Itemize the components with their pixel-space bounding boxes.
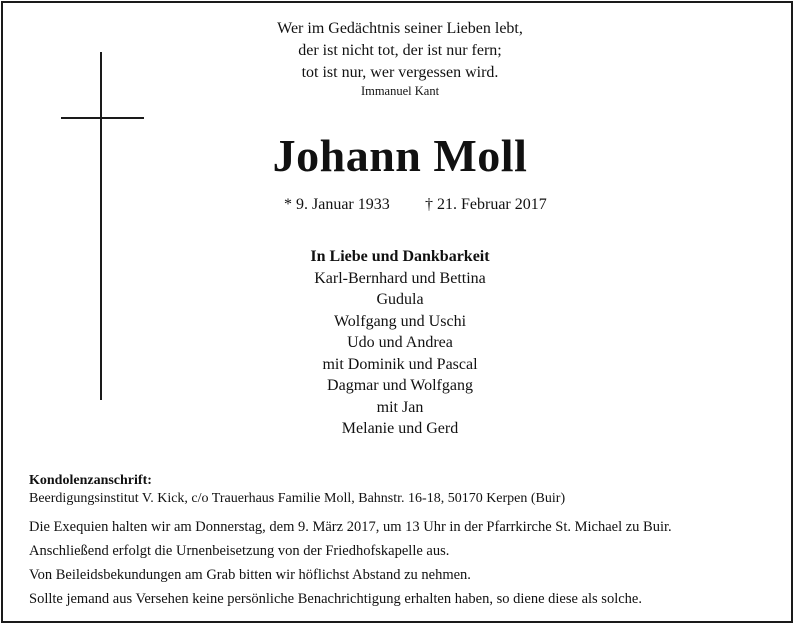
- mourner-name: mit Dominik und Pascal: [322, 355, 478, 373]
- mourners-heading: In Liebe und Dankbarkeit: [310, 248, 490, 265]
- note-line: Sollte jemand aus Versehen keine persönliche Benachrichtigung erhalten haben, so diene diese als solche.: [29, 591, 642, 607]
- mourners-block: [0, 246, 800, 440]
- note-line: Die Exequien halten wir am Donnerstag, dem 9. März 2017, um 13 Uhr in der Pfarrkirche St. Michael zu Buir.: [29, 519, 672, 535]
- mourner-name: Udo und Andrea: [347, 334, 453, 351]
- quote-author: Immanuel Kant: [360, 84, 440, 98]
- contact-block: [29, 472, 565, 508]
- mourner-name: Wolfgang und Uschi: [333, 312, 467, 330]
- birth-date: * 9. Januar 1933: [284, 196, 390, 213]
- quote-line: tot ist nur, wer vergessen wird.: [301, 64, 499, 81]
- mourner-name: Melanie und Gerd: [341, 420, 459, 437]
- mourner-name: Dagmar und Wolfgang: [327, 377, 473, 394]
- notes-block: [29, 515, 672, 611]
- quote-line: der ist nicht tot, der ist nur fern;: [298, 42, 502, 59]
- cross-horizontal-bar: [61, 117, 144, 119]
- mourner-name: Gudula: [376, 291, 424, 308]
- mourner-name: mit Jan: [376, 398, 424, 416]
- mourner-name: Karl-Bernhard und Bettina: [314, 269, 486, 287]
- contact-label: Kondolenzanschrift:: [29, 473, 152, 488]
- contact-address: Beerdigungsinstitut V. Kick, c/o Trauerhaus Familie Moll, Bahnstr. 16-18, 50170 Kerpen (Buir): [29, 491, 566, 506]
- death-date: † 21. Februar 2017: [425, 196, 547, 213]
- quote-block: [0, 18, 800, 84]
- quote-line: Wer im Gedächtnis seiner Lieben lebt,: [277, 20, 523, 37]
- note-line: Anschließend erfolgt die Urnenbeisetzung von der Friedhofskapelle aus.: [29, 543, 450, 559]
- deceased-name: Johann Moll: [272, 130, 528, 181]
- note-line: Von Beileidsbekundungen am Grab bitten wir höflichst Abstand zu nehmen.: [29, 567, 471, 583]
